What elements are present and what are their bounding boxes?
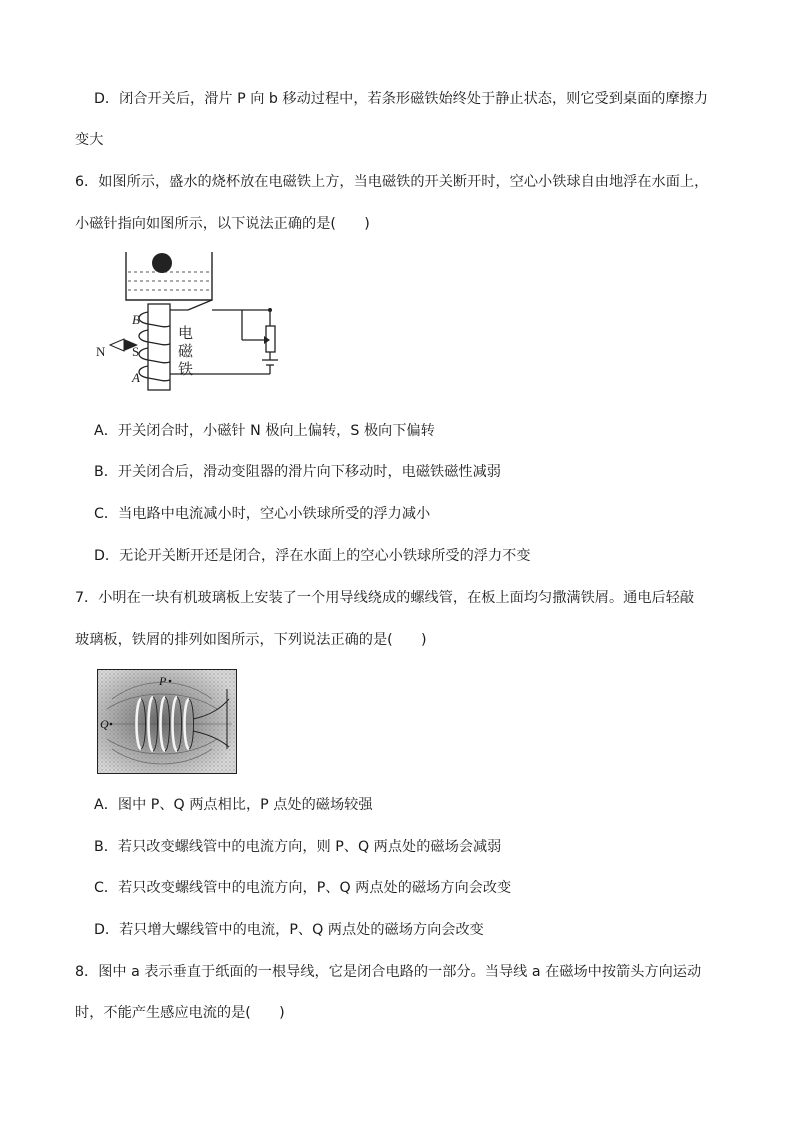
prev-option-d-line1: D．闭合开关后，滑片 P 向 b 移动过程中，若条形磁铁始终处于静止状态，则它受到桌面的摩擦力 bbox=[94, 91, 709, 107]
q6-stem-line2: 小磁针指向如图所示，以下说法正确的是( ) bbox=[75, 216, 370, 232]
label-s: S bbox=[132, 344, 140, 359]
label-q: Q bbox=[100, 717, 109, 731]
water bbox=[128, 272, 210, 290]
q6-option-c: C．当电路中电流减小时，空心小铁球所受的浮力减小 bbox=[94, 506, 431, 522]
electromagnet-char-2: 磁 bbox=[178, 342, 194, 360]
q6-option-b: B．开关闭合后，滑动变阻器的滑片向下移动时，电磁铁磁性减弱 bbox=[94, 464, 501, 480]
prev-option-d-line2: 变大 bbox=[75, 132, 104, 148]
q6-stem-line1: 6．如图所示，盛水的烧杯放在电磁铁上方，当电磁铁的开关断开时，空心小铁球自由地浮在水面上， bbox=[75, 174, 709, 190]
label-n: N bbox=[96, 344, 106, 359]
label-a: A bbox=[132, 370, 140, 385]
q7-option-a: A．图中 P、Q 两点相比，P 点处的磁场较强 bbox=[94, 797, 373, 813]
q6-option-a: A．开关闭合时，小磁针 N 极向上偏转，S 极向下偏转 bbox=[94, 423, 435, 439]
q7-option-d: D．若只增大螺线管中的电流，P、Q 两点处的磁场方向会改变 bbox=[94, 922, 484, 938]
iron-core bbox=[148, 304, 170, 390]
q7-iron-filings-photo bbox=[97, 669, 237, 774]
q8-stem-line2: 时，不能产生感应电流的是( ) bbox=[75, 1005, 285, 1021]
q8-stem-line1: 8．图中 a 表示垂直于纸面的一根导线，它是闭合电路的一部分。当导线 a 在磁场中按箭头方向运动 bbox=[75, 964, 702, 980]
electromagnet-char-1: 电 bbox=[178, 324, 194, 342]
q7-option-c: C．若只改变螺线管中的电流方向，P、Q 两点处的磁场方向会改变 bbox=[94, 880, 512, 896]
q7-stem-line1: 7．小明在一块有机玻璃板上安装了一个用导线绕成的螺线管，在板上面均匀撒满铁屑。通电后轻敲 bbox=[75, 590, 695, 606]
q7-stem-line2: 玻璃板，铁屑的排列如图所示，下列说法正确的是( ) bbox=[75, 632, 427, 648]
hollow-iron-ball bbox=[152, 253, 172, 273]
electromagnet-char-3: 铁 bbox=[178, 360, 194, 378]
q6-option-d: D．无论开关断开还是闭合，浮在水面上的空心小铁球所受的浮力不变 bbox=[94, 548, 531, 564]
q7-option-b: B．若只改变螺线管中的电流方向，则 P、Q 两点处的磁场会减弱 bbox=[94, 839, 502, 855]
label-b: B bbox=[132, 312, 140, 327]
label-p: P bbox=[159, 674, 167, 688]
q6-electromagnet-figure bbox=[92, 248, 292, 398]
